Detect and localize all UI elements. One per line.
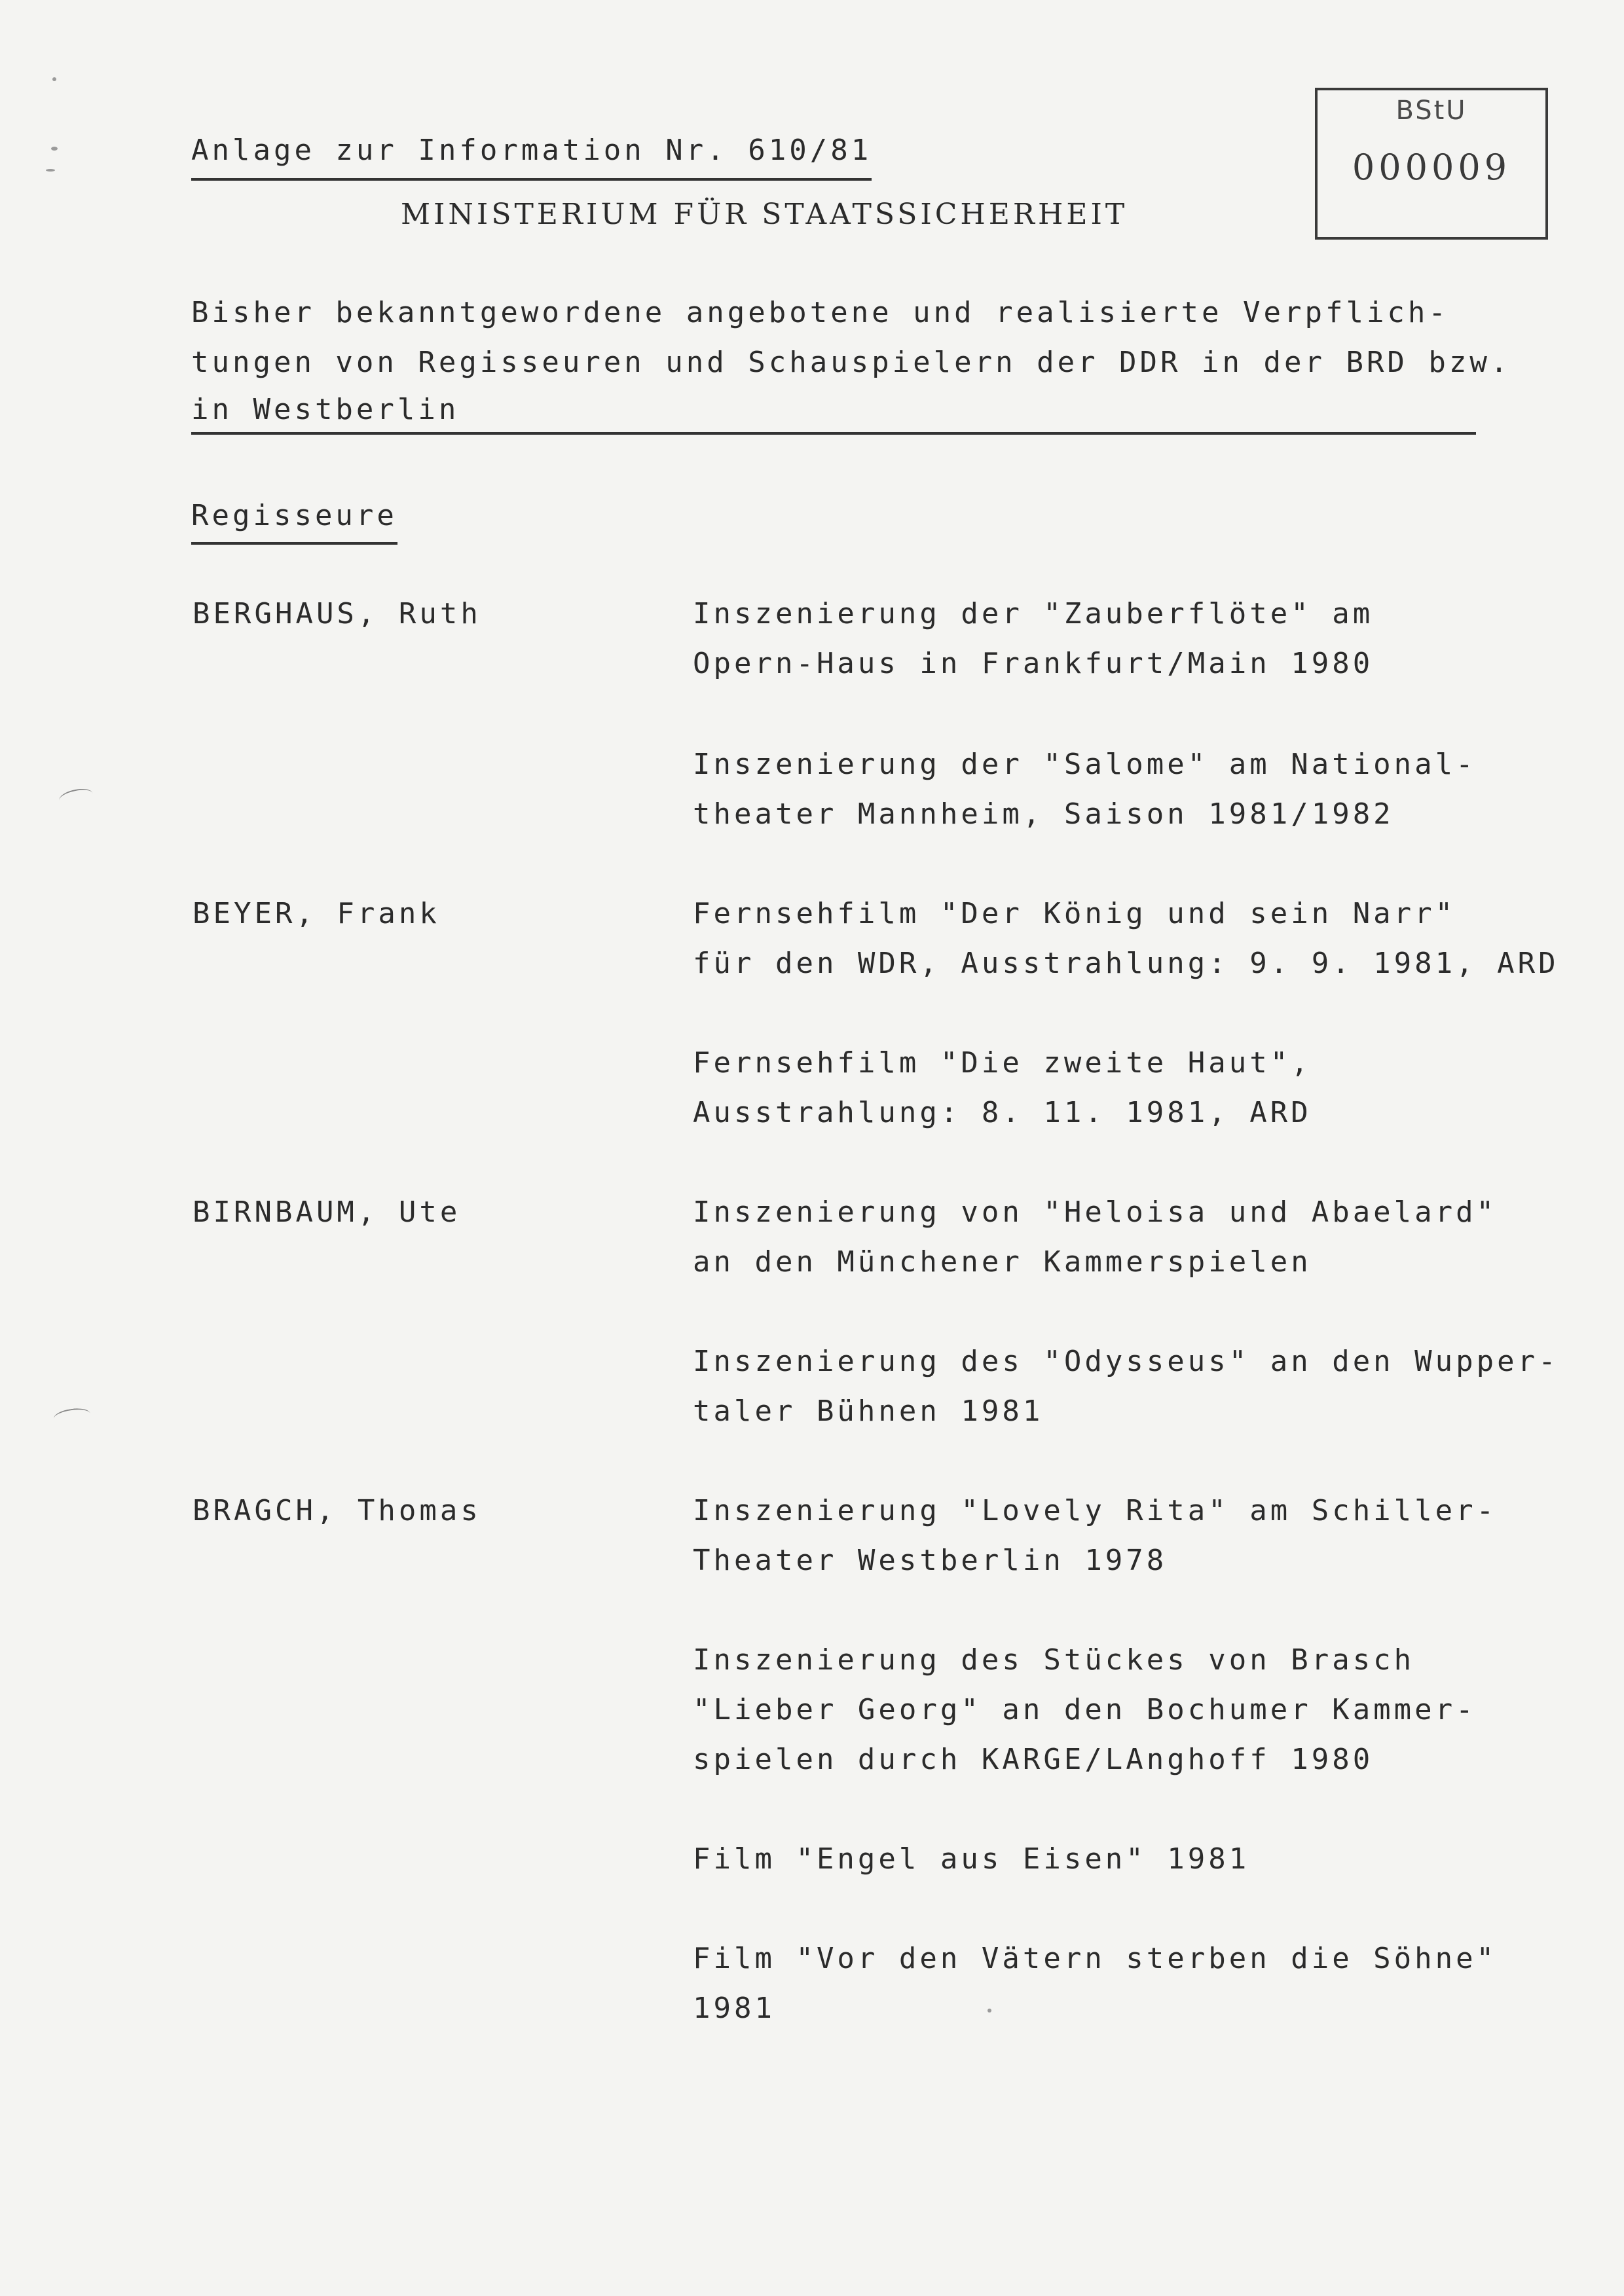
punch-mark bbox=[53, 1406, 92, 1426]
person-name: BEYER, Frank bbox=[193, 897, 440, 930]
section-heading: Regisseure bbox=[191, 491, 397, 545]
person-name: BRAGCH, Thomas bbox=[193, 1494, 481, 1527]
work-line: Inszenierung "Lovely Rita" am Schiller- bbox=[693, 1494, 1498, 1527]
work-line: Fernsehfilm "Die zweite Haut", bbox=[693, 1046, 1312, 1080]
document-title bbox=[191, 288, 1511, 435]
work-line: an den Münchener Kammerspielen bbox=[693, 1245, 1312, 1279]
work-line: Film "Engel aus Eisen" 1981 bbox=[693, 1842, 1250, 1876]
work-line: Film "Vor den Vätern sterben die Söhne" bbox=[693, 1942, 1498, 1975]
scan-speck bbox=[46, 169, 55, 172]
work-entry bbox=[693, 889, 1559, 989]
person-name: BERGHAUS, Ruth bbox=[193, 597, 481, 630]
work-line: für den WDR, Ausstrahlung: 9. 9. 1981, ARD bbox=[693, 947, 1559, 980]
scan-speck bbox=[987, 2009, 991, 2013]
work-line: 1981 bbox=[693, 1992, 775, 2025]
work-line: Inszenierung von "Heloisa und Abaelard" bbox=[693, 1195, 1498, 1229]
stamp-label: BStU bbox=[1395, 96, 1467, 126]
work-line: Ausstrahlung: 8. 11. 1981, ARD bbox=[693, 1096, 1312, 1129]
annex-reference: Anlage zur Information Nr. 610/81 bbox=[191, 126, 872, 181]
work-entry bbox=[693, 1486, 1497, 1586]
work-entry bbox=[693, 1635, 1477, 1785]
work-entry bbox=[693, 740, 1477, 839]
archive-stamp bbox=[1315, 88, 1548, 240]
work-line: Fernsehfilm "Der König und sein Narr" bbox=[693, 897, 1456, 930]
work-entry bbox=[693, 1337, 1559, 1436]
work-line: spielen durch KARGE/LAnghoff 1980 bbox=[693, 1743, 1374, 1776]
work-entry bbox=[693, 1934, 1497, 2033]
work-line: theater Mannheim, Saison 1981/1982 bbox=[693, 797, 1394, 831]
scan-speck bbox=[51, 147, 58, 151]
work-line: Theater Westberlin 1978 bbox=[693, 1544, 1168, 1577]
work-line: Inszenierung des "Odysseus" an den Wupper- bbox=[693, 1345, 1559, 1378]
title-line: in Westberlin bbox=[191, 388, 1476, 435]
title-line: tungen von Regisseuren und Schauspielern der DDR in der BRD bzw. bbox=[191, 346, 1511, 379]
work-entry bbox=[693, 1188, 1497, 1287]
scan-speck bbox=[52, 77, 56, 81]
work-entry bbox=[693, 1834, 1249, 1884]
work-line: taler Bühnen 1981 bbox=[693, 1394, 1044, 1428]
ministry-heading: MINISTERIUM FÜR STAATSSICHERHEIT bbox=[401, 198, 1128, 231]
stamp-page-number: 000009 bbox=[1352, 147, 1511, 188]
work-entry bbox=[693, 1038, 1312, 1138]
person-name: BIRNBAUM, Ute bbox=[193, 1195, 461, 1229]
work-line: "Lieber Georg" an den Bochumer Kammer- bbox=[693, 1693, 1477, 1726]
work-line: Inszenierung des Stückes von Brasch bbox=[693, 1643, 1415, 1677]
title-line: Bisher bekanntgewordene angebotene und realisierte Verpflich- bbox=[191, 296, 1449, 329]
work-line: Opern-Haus in Frankfurt/Main 1980 bbox=[693, 647, 1374, 680]
punch-mark bbox=[58, 786, 94, 807]
work-line: Inszenierung der "Zauberflöte" am bbox=[693, 597, 1374, 630]
work-line: Inszenierung der "Salome" am National- bbox=[693, 748, 1477, 781]
work-entry bbox=[693, 589, 1373, 689]
